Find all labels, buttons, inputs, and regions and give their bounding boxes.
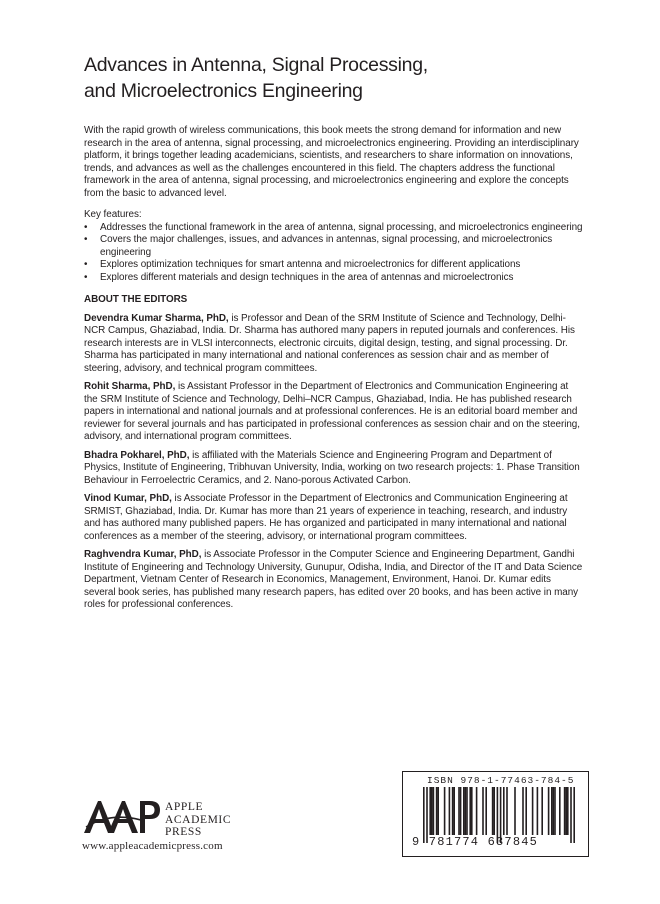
barcode-bar	[469, 787, 471, 835]
barcode-bar	[444, 787, 446, 835]
barcode-bar	[466, 787, 468, 835]
bullet-icon: •	[84, 221, 88, 233]
book-title-line-2: and Microelectronics Engineering	[84, 80, 363, 102]
barcode-bar	[436, 787, 438, 835]
barcode-bar	[433, 787, 435, 835]
barcode-bar	[493, 787, 495, 835]
bullet-icon: •	[84, 259, 88, 270]
key-feature-text: Addresses the functional framework in the area of antenna, signal processing, and microelectronics engineering	[100, 221, 583, 233]
book-title-line-1: Advances in Antenna, Signal Processing,	[84, 54, 428, 76]
book-description: With the rapid growth of wireless communications, this book meets the strong demand for information and new research in the area of antenna, signal processing, and microelectronics engineering. Providing an interdisciplinary platform, it brings together leading academicians, scientists, and researchers to share information on innovations, trends, and advances as well as the challenges encountered in this field. The chapters address the functional framework in the area of antenna, signal processing, and microelectronics engineering and explore the concepts from the basic to advanced level.	[84, 125, 579, 199]
editor-bio	[84, 381, 584, 444]
editor-name: Bhadra Pokharel, PhD,	[84, 449, 190, 461]
barcode-bar	[482, 787, 484, 835]
barcode-digits: 9 781774 637845	[412, 835, 539, 849]
editor-bio	[84, 313, 584, 376]
barcode-bar	[431, 787, 433, 835]
barcode-bar	[492, 787, 494, 835]
barcode-bar	[452, 787, 454, 835]
editor-bio-text: is Associate Professor in the Department of Electronics and Communication Engineering at SRMIST, Ghaziabad, India. Dr. Kumar has more than 21 years of experience in teaching, research, and industry and has authored many published papers. He has organized and participated in many international and national conferences as a member of the steering, advisory, or international program committees.	[84, 493, 568, 542]
barcode-bar	[514, 787, 516, 835]
barcode-bar	[541, 787, 543, 835]
barcode-bar	[449, 787, 451, 835]
publisher-name-line-1: APPLE	[165, 801, 204, 813]
bullet-icon: •	[84, 234, 88, 245]
editor-bio-text: is Assistant Professor in the Department of Electronics and Communication Engineering at the SRM Institute of Science and Technology, Delhi–NCR Campus, Ghaziabad, India. He has published research papers in international and national journals and at professional conferences. He is an editorial board member and reviewer for several journals and has participated in professional conferences as session chair and on the steering, advisory, and international program committees.	[84, 381, 580, 442]
barcode-bar	[559, 787, 561, 835]
barcode-bar	[476, 787, 478, 835]
book-title	[84, 52, 604, 104]
barcode-bar	[554, 787, 556, 835]
editor-bio-text: is Associate Professor in the Computer Science and Engineering Department, Gandhi Institute of Engineering and Technology University, Gunupur, Odisha, India, and Director of the IT and Data Science Department, Vietnam Center of Research in Economics, Management, Environment, Hanoi. Dr. Kumar edits several book series, has published many research papers, has edited over 20 books, and has been active in many roles for professional conferences.	[84, 549, 583, 610]
barcode-bar	[453, 787, 455, 835]
barcode-bar	[506, 787, 508, 835]
barcode-bar	[463, 787, 465, 835]
key-feature-item	[84, 259, 584, 272]
key-feature-text: Explores different materials and design techniques in the area of antennas and microelectronics	[100, 271, 514, 283]
barcode-bar	[532, 787, 534, 835]
bullet-icon: •	[84, 271, 88, 283]
barcode-bar	[553, 787, 555, 835]
publisher-name-line-2: ACADEMIC	[165, 813, 232, 826]
barcode-guard-bar	[573, 787, 575, 843]
barcode-bar	[485, 787, 487, 835]
barcode-bar	[465, 787, 467, 835]
key-features-list	[84, 222, 584, 285]
barcode-bar	[429, 787, 431, 835]
barcode-bar	[551, 787, 553, 835]
editor-bio-text: is Professor and Dean of the SRM Institute of Science and Technology, Delhi-NCR Campus, Ghaziabad, India. Dr. Sharma has authored many papers in reputed journals and conferences. His research interests are in VLSI interconnects, electronic circuits, digital design, testing, and signal processing. Dr. Sharma has participated in many international and national conferences as session chair and as member of steering, advisory, and technical program committees.	[84, 312, 575, 374]
editor-bio	[84, 549, 584, 612]
editor-bio-text: is affiliated with the Materials Science and Engineering Program and Department of Physics, Institute of Engineering, Tribhuvan University, India, working on two research projects: 1. Phase Transition Behaviour in Ferroelectric Ceramics, and 2. Nano-porous Activated Carbon.	[84, 449, 580, 486]
barcode-bar	[567, 787, 569, 835]
aap-logo-icon	[82, 797, 162, 837]
barcode-bar	[460, 787, 462, 835]
key-feature-text: Explores optimization techniques for smart antenna and microelectronics for different applications	[100, 259, 521, 270]
barcode-bar	[564, 787, 566, 835]
barcode-bar	[471, 787, 473, 835]
barcode-bar	[458, 787, 460, 835]
barcode-bar	[522, 787, 524, 835]
key-feature-text: Covers the major challenges, issues, and advances in antennas, signal processing, and microelectronics engineering	[100, 234, 553, 258]
barcode-bar	[537, 787, 539, 835]
key-feature-item	[84, 222, 584, 235]
barcode-bar	[437, 787, 439, 835]
barcode-bar	[565, 787, 567, 835]
editor-name: Devendra Kumar Sharma, PhD,	[84, 312, 229, 324]
cover-body	[84, 125, 584, 618]
barcode-bar	[503, 787, 505, 835]
barcode-bar	[548, 787, 550, 835]
isbn-barcode	[402, 771, 589, 857]
editor-name: Rohit Sharma, PhD,	[84, 381, 176, 392]
publisher-name-line-3: PRESS	[165, 826, 202, 838]
key-features-heading: Key features:	[84, 209, 142, 220]
publisher-name	[165, 801, 231, 839]
barcode-guard-bar	[570, 787, 572, 843]
publisher-website[interactable]: www.appleacademicpress.com	[82, 840, 223, 852]
about-editors-heading: ABOUT THE EDITORS	[84, 294, 188, 305]
key-feature-item	[84, 272, 584, 285]
editor-bio	[84, 493, 584, 543]
isbn-label: ISBN 978-1-77463-784-5	[427, 775, 575, 786]
editor-name: Vinod Kumar, PhD,	[84, 493, 172, 504]
barcode-bar	[525, 787, 527, 835]
key-feature-item	[84, 234, 584, 259]
editor-bio	[84, 450, 584, 488]
editor-name: Raghvendra Kumar, PhD,	[84, 549, 202, 560]
